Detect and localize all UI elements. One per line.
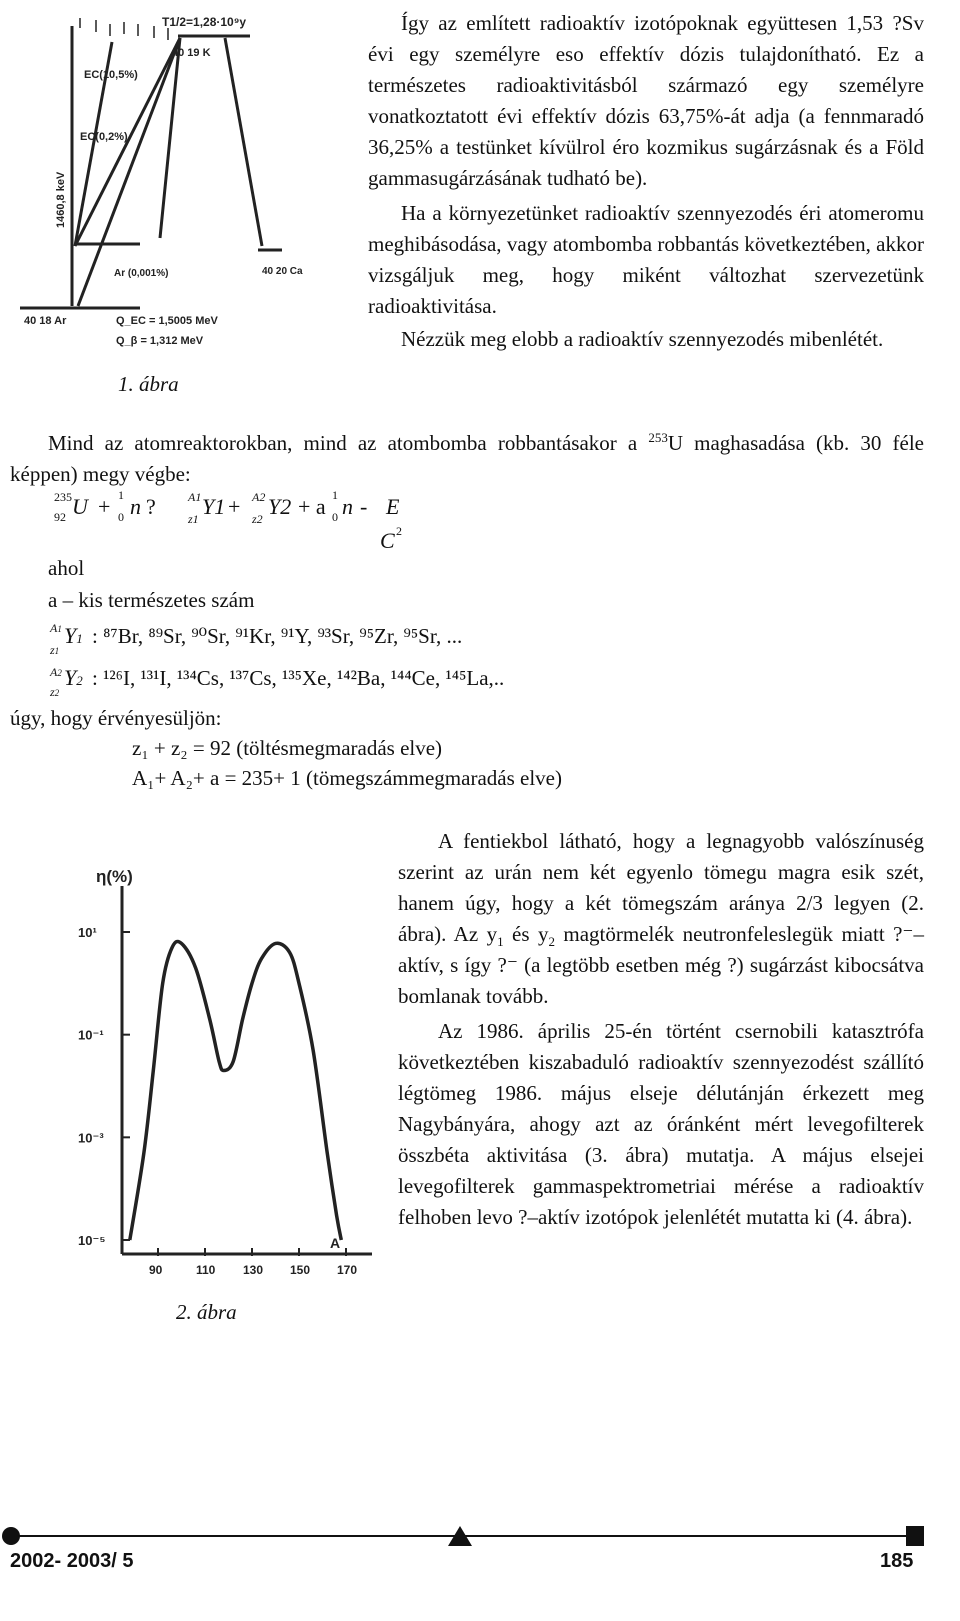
section2-paragraph-1: A fentiekbol látható, hogy a legnagyobb valószínuség szerint az urán nem két egyenlo tömegu magra esik szét, hanem úgy, hogy a két tömegszám aránya 2/3 legyen (2. ábra). Az $y_1$ és $y_2$ magtörmelék neutronfeleslegük miatt ?⁻–aktív, s így ?⁻ (a legtöbb esetben még ?) sugárzást kibocsátva bomlanak tovább. xyxy=(398,829,924,1008)
section2-paragraph-2: Az 1986. április 25-én történt csernobili katasztrófa következtében kiszabaduló radioaktív szennyezodést szállító légtömeg 1986. május elseje délutánján érkezett meg Nagybányára, ahogy azt az óránként mért levegofilterek összbéta aktivitása (3. ábra) mutatja. A május elsejei levegofilterek gammaspektrometriai mérése a radioaktív felhoben levo ?–aktív izotópok jelenlétét mutatta ki (4. ábra). xyxy=(398,1019,924,1229)
intro-paragraph-3: Nézzük meg elobb a radioaktív szennyezodés mibenlétét. xyxy=(401,327,884,351)
figure1-decay-scheme xyxy=(20,6,380,376)
yield-curve xyxy=(130,941,341,1240)
y-tick-label: 10⁻³ xyxy=(78,1130,104,1146)
y-tick-label: 10⁻⁵ xyxy=(78,1233,106,1248)
figure2-caption: 2. ábra xyxy=(176,1300,237,1324)
section2-column xyxy=(398,826,924,1233)
footer-square-marker xyxy=(906,1526,924,1546)
half-life-label: T1/2=1,28·10⁹y xyxy=(162,15,247,29)
fission-equation: 235 92 U + 1 0 n ? A1 z1 Y1 + A2 z2 Y2 + a 1 0 n - E C 2 xyxy=(54,488,402,553)
footer-page-number: 185 xyxy=(880,1550,914,1572)
a-definition: a – kis természetes szám xyxy=(48,588,255,612)
mass-conservation: A₁+ A₂+ a = 235+ 1 (tömegszámmegmaradás elve) xyxy=(132,766,562,790)
beta-transition xyxy=(225,38,262,246)
q-b-label: Q_β = 1,312 MeV xyxy=(116,335,204,347)
x-tick-label: 170 xyxy=(337,1263,358,1277)
ec1-label: EC(10,5%) xyxy=(84,69,138,81)
figure2-fission-yield-chart xyxy=(60,840,380,1280)
y-tick-label: 10¹ xyxy=(78,925,97,940)
ar-ground-label: Ar (0,001%) xyxy=(114,268,169,279)
figure1-caption: 1. ábra xyxy=(118,372,179,396)
intro-column xyxy=(368,8,924,355)
intro-paragraph-1: Így az említett radioaktív izotópoknak együttesen 1,53 ?Sv évi egy személyre eso effektív dózis tulajdonítható. Ez a természetes radioaktivitásból származó egy személyre vonatkoztatott évi effektív dózis 63,75%-át adja (a fennmaradó 36,25% a testünket kívülrol éro kozmikus sugárzásnak és a Föld gammasugárzásának tudható be). xyxy=(368,11,924,190)
x-tick-label: 90 xyxy=(149,1263,163,1277)
footer-circle-marker xyxy=(2,1527,20,1545)
condition-line: úgy, hogy érvényesüljön: xyxy=(10,706,222,730)
ca40-label: 40 20 Ca xyxy=(262,266,303,277)
y-tick-label: 10⁻¹ xyxy=(78,1027,104,1043)
charge-conservation: z₁ + z₂ = 92 (töltésmegmaradás elve) xyxy=(132,736,443,760)
x-axis-label: A xyxy=(330,1235,341,1251)
y-axis-label: η(%) xyxy=(96,867,133,886)
x-tick-group xyxy=(149,1248,357,1277)
k40-label: 40 19 K xyxy=(172,47,211,59)
footer-issue: 2002- 2003/ 5 xyxy=(10,1550,134,1572)
x-tick-label: 150 xyxy=(290,1263,311,1277)
energy-label: 1460,8 keV xyxy=(55,171,67,228)
ar40-label: 40 18 Ar xyxy=(24,315,67,327)
footer-rule xyxy=(0,1524,960,1550)
q-ec-label: Q_EC = 1,5005 MeV xyxy=(116,315,218,327)
x-tick-label: 110 xyxy=(196,1263,216,1277)
fission-intro: Mind az atomreaktorokban, mind az atombomba robbantásakor a $^{253}$U maghasadása (kb. 30 féle képpen) megy végbe: xyxy=(10,430,924,486)
ec2-label: EC(0,2%) xyxy=(80,131,128,143)
x-tick-label: 130 xyxy=(243,1263,264,1277)
ahol-label: ahol xyxy=(48,556,85,580)
intro-paragraph-2: Ha a környezetünket radioaktív szennyezodés éri atomeromu meghibásodása, vagy atombomba robbantás következtében, akkor vizsgáljuk meg, hogy miként változhat szervezetünk radioaktivitása. xyxy=(368,201,924,318)
